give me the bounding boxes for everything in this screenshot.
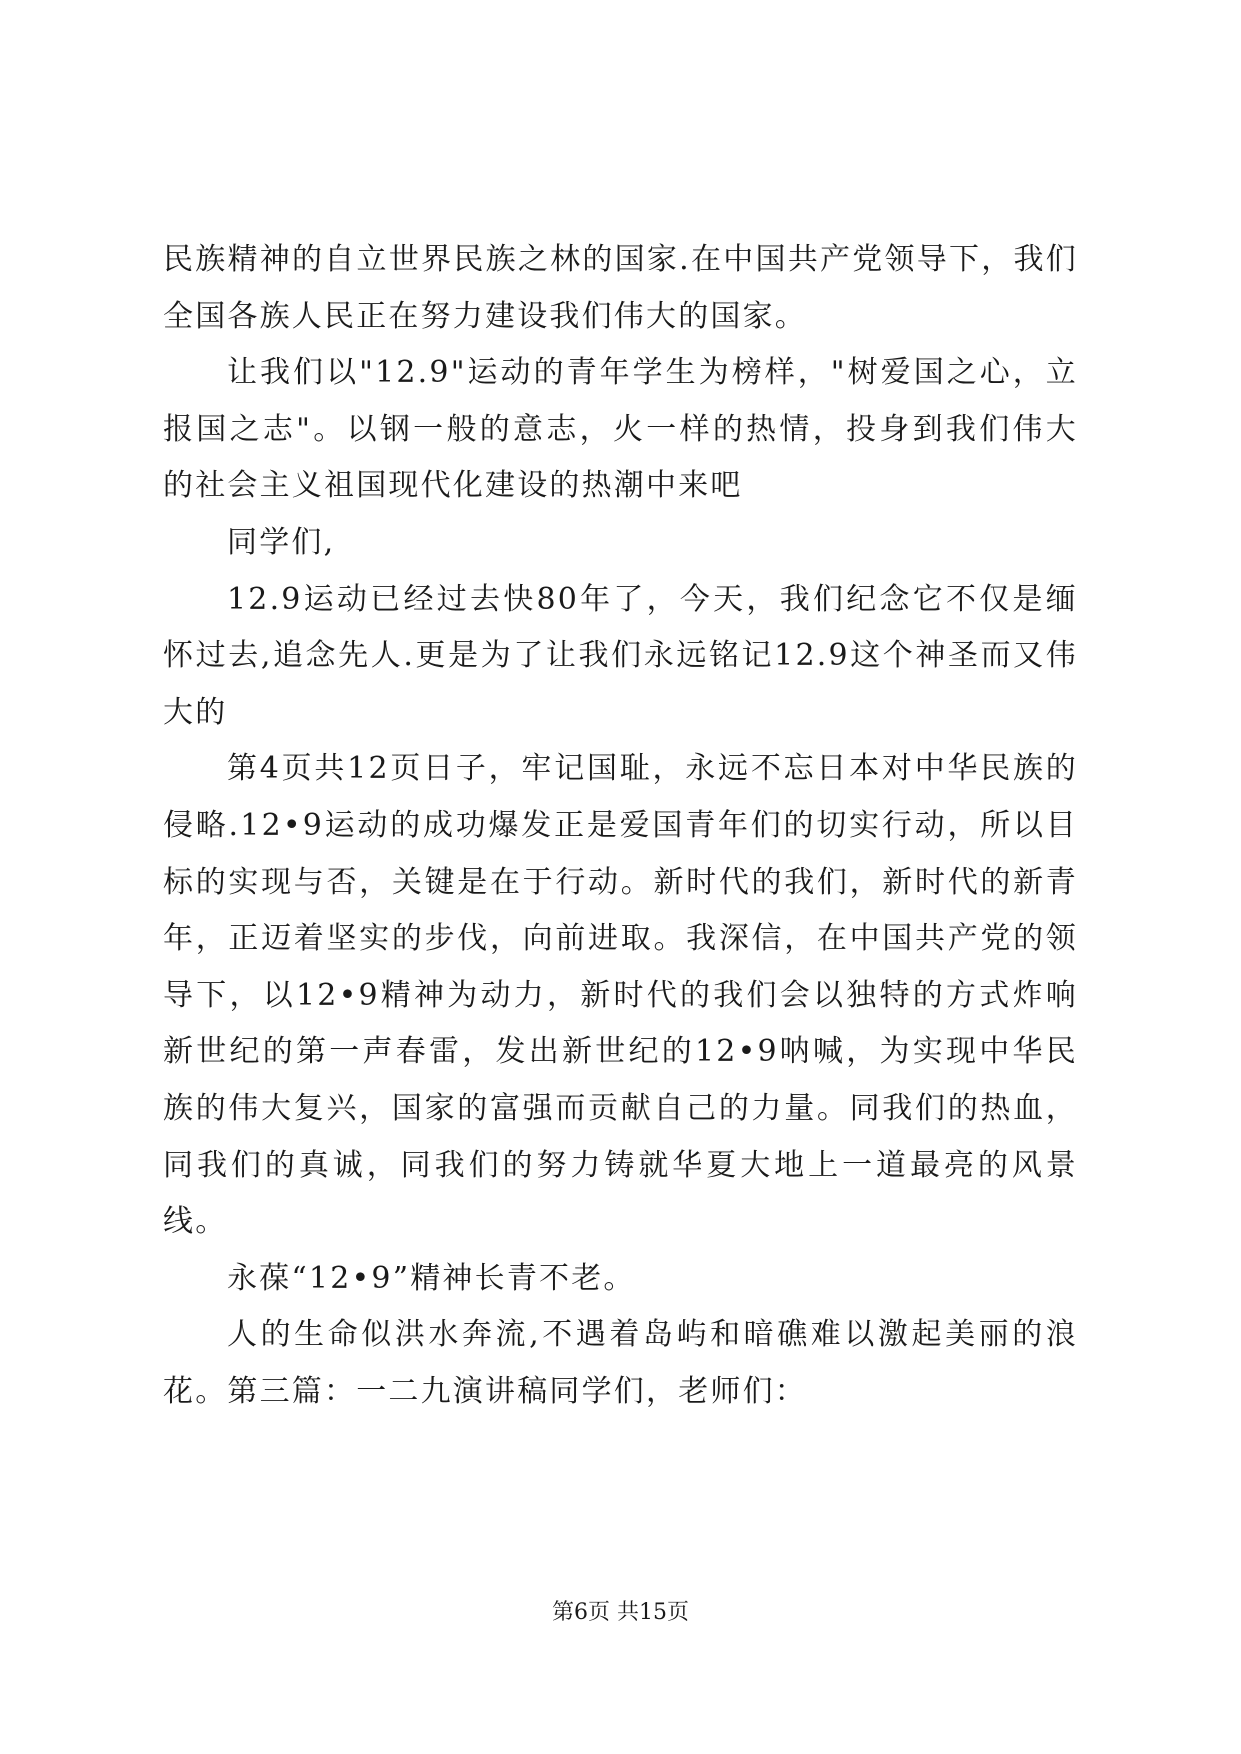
document-body bbox=[163, 232, 1078, 1420]
paragraph-anniversary: 12.9运动已经过去快80年了，今天，我们纪念它不仅是缅怀过去,追念先人.更是为了让我们永远铭记12.9这个神圣而又伟大的 bbox=[163, 581, 1078, 730]
paragraph-life-river: 人的生命似洪水奔流,不遇着岛屿和暗礁难以激起美丽的浪花。第三篇：一二九演讲稿同学们，老师们： bbox=[163, 1317, 1078, 1409]
paragraph-spirit: 永葆“12•9”精神长青不老。 bbox=[227, 1260, 636, 1296]
paragraph-role-model: 让我们以"12.9"运动的青年学生为榜样，"树爱国之心，立报国之志"。以钢一般的意志，火一样的热情，投身到我们伟大的社会主义祖国现代化建设的热潮中来吧 bbox=[163, 355, 1078, 504]
paragraph-continuation: 民族精神的自立世界民族之林的国家.在中国共产党领导下，我们全国各族人民正在努力建设我们伟大的国家。 bbox=[163, 242, 1078, 334]
paragraph-salutation: 同学们, bbox=[227, 524, 336, 560]
page-number-footer: 第6页 共15页 bbox=[552, 1600, 689, 1625]
paragraph-national-humiliation: 第4页共12页日子，牢记国耻，永远不忘日本对中华民族的侵略.12•9运动的成功爆发正是爱国青年们的切实行动，所以目标的实现与否，关键是在于行动。新时代的我们，新时代的新青年，正迈着坚实的步伐，向前进取。我深信，在中国共产党的领导下，以12•9精神为动力，新时代的我们会以独特的方式炸响新世纪的第一声春雷，发出新世纪的12•9呐喊，为实现中华民族的伟大复兴，国家的富强而贡献自己的力量。同我们的热血，同我们的真诚，同我们的努力铸就华夏大地上一道最亮的风景线。 bbox=[163, 751, 1078, 1240]
